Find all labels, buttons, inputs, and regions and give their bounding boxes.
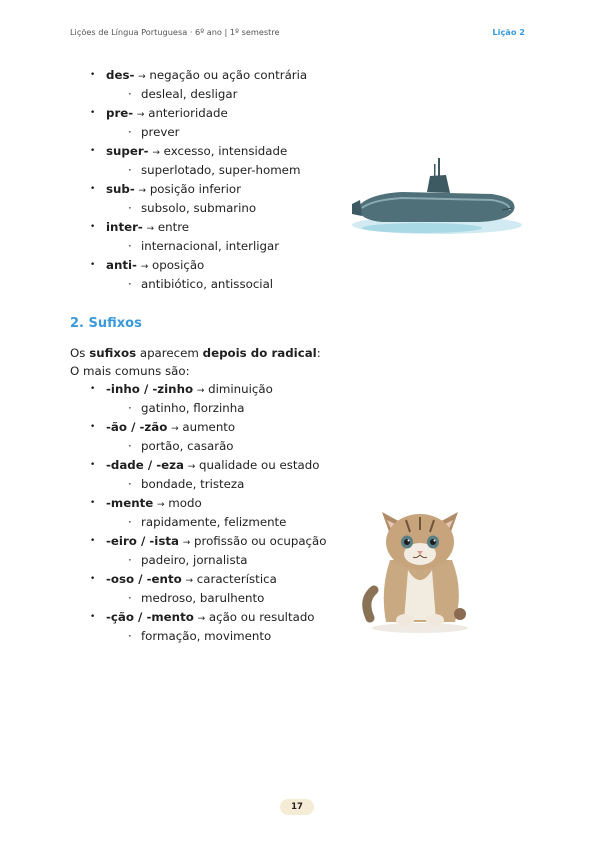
suffix-term: -eiro / -ista xyxy=(106,534,179,548)
prefix-term: sub- xyxy=(106,182,135,196)
prefix-meaning: anterioridade xyxy=(148,106,228,120)
suffix-examples: portão, casarão xyxy=(141,439,234,453)
suffix-examples: bondade, tristeza xyxy=(141,477,245,491)
prefix-meaning: posição inferior xyxy=(149,182,241,196)
section-intro: Os sufixos aparecem depois do radical: xyxy=(70,346,321,360)
suffix-meaning: aumento xyxy=(182,420,236,434)
prefix-term: des- xyxy=(106,68,135,82)
suffix-meaning: ação ou resultado xyxy=(208,610,315,624)
suffix-meaning: modo xyxy=(168,496,202,510)
list-item xyxy=(90,570,390,589)
suffix-examples: gatinho, florzinha xyxy=(141,401,245,415)
suffix-examples: padeiro, jornalista xyxy=(141,553,248,567)
arrow-icon: → xyxy=(156,500,165,510)
prefix-examples: internacional, interligar xyxy=(141,239,280,253)
page-number: 17 xyxy=(280,799,314,815)
example-item: · internacional, interligar xyxy=(90,237,390,256)
suffix-term: -dade / -eza xyxy=(106,458,184,472)
example-item: · portão, casarão xyxy=(90,437,390,456)
arrow-icon: → xyxy=(136,110,145,120)
example-item: · subsolo, submarino xyxy=(90,199,390,218)
prefix-term: pre- xyxy=(106,106,134,120)
list-item xyxy=(90,418,390,437)
kitten-illustration xyxy=(360,490,480,635)
arrow-icon: → xyxy=(197,614,206,624)
suffix-term: -oso / -ento xyxy=(106,572,182,586)
bullet: • xyxy=(90,222,96,232)
section-title: 2. Sufixos xyxy=(70,316,142,331)
prefix-meaning: oposição xyxy=(152,258,205,272)
prefix-meaning: excesso, intensidade xyxy=(163,144,288,158)
example-item: · rapidamente, felizmente xyxy=(90,513,390,532)
suffix-meaning: diminuição xyxy=(208,382,273,396)
suffix-meaning: característica xyxy=(196,572,277,586)
suffix-list xyxy=(90,380,390,646)
example-item: · bondade, tristeza xyxy=(90,475,390,494)
example-item: · desleal, desligar xyxy=(90,85,390,104)
arrow-icon: → xyxy=(138,72,146,82)
bullet: • xyxy=(90,260,96,270)
bullet: • xyxy=(90,384,96,394)
suffix-term: -ão / -zão xyxy=(106,420,168,434)
bullet: • xyxy=(90,422,96,432)
suffix-examples: rapidamente, felizmente xyxy=(141,515,287,529)
example-item: · superlotado, super-homem xyxy=(90,161,390,180)
list-item xyxy=(90,494,390,513)
prefix-meaning: entre xyxy=(157,220,190,234)
bullet: • xyxy=(90,108,96,118)
bullet: • xyxy=(90,146,96,156)
arrow-icon: → xyxy=(182,538,191,548)
prefix-examples: superlotado, super-homem xyxy=(141,163,301,177)
arrow-icon: → xyxy=(196,386,205,396)
arrow-icon: → xyxy=(171,424,179,434)
bullet: • xyxy=(90,460,96,470)
prefix-term: anti- xyxy=(106,258,137,272)
list-item xyxy=(90,256,390,275)
suffix-meaning: profissão ou ocupação xyxy=(194,534,327,548)
running-header: Lições de Língua Portuguesa · 6º ano | 1º semestre xyxy=(70,27,280,37)
bullet: • xyxy=(90,70,96,80)
submarine-illustration xyxy=(342,150,522,245)
prefix-examples: antibiótico, antissocial xyxy=(141,277,274,291)
suffix-term: -inho / -zinho xyxy=(106,382,194,396)
suffix-examples: medroso, barulhento xyxy=(141,591,265,605)
arrow-icon: → xyxy=(152,148,160,158)
example-item: · formação, movimento xyxy=(90,627,390,646)
prefix-term: super- xyxy=(106,144,149,158)
arrow-icon: → xyxy=(138,186,147,196)
lesson-label: Lição 2 xyxy=(492,27,525,37)
example-item: · antibiótico, antissocial xyxy=(90,275,390,294)
arrow-icon: → xyxy=(146,224,155,234)
list-item xyxy=(90,380,390,399)
suffix-term: -mente xyxy=(106,496,154,510)
bullet: • xyxy=(90,184,96,194)
section-intro-line2: O mais comuns são: xyxy=(70,364,190,378)
bullet: • xyxy=(90,498,96,508)
arrow-icon: → xyxy=(187,462,196,472)
prefix-examples: subsolo, submarino xyxy=(141,201,257,215)
suffix-examples: formação, movimento xyxy=(141,629,272,643)
list-item xyxy=(90,66,390,85)
arrow-icon: → xyxy=(185,576,193,586)
prefix-examples: desleal, desligar xyxy=(141,87,238,101)
bullet: • xyxy=(90,612,96,622)
list-item xyxy=(90,532,390,551)
suffix-meaning: qualidade ou estado xyxy=(199,458,320,472)
arrow-icon: → xyxy=(140,262,149,272)
prefix-term: inter- xyxy=(106,220,143,234)
suffix-term: -ção / -mento xyxy=(106,610,194,624)
prefix-examples: prever xyxy=(141,125,180,139)
prefix-meaning: negação ou ação contrária xyxy=(149,68,308,82)
list-item xyxy=(90,608,390,627)
example-item: · prever xyxy=(90,123,390,142)
example-item: · medroso, barulhento xyxy=(90,589,390,608)
example-item: · padeiro, jornalista xyxy=(90,551,390,570)
example-item: · gatinho, florzinha xyxy=(90,399,390,418)
bullet: • xyxy=(90,536,96,546)
bullet: • xyxy=(90,574,96,584)
list-item xyxy=(90,456,390,475)
list-item xyxy=(90,104,390,123)
